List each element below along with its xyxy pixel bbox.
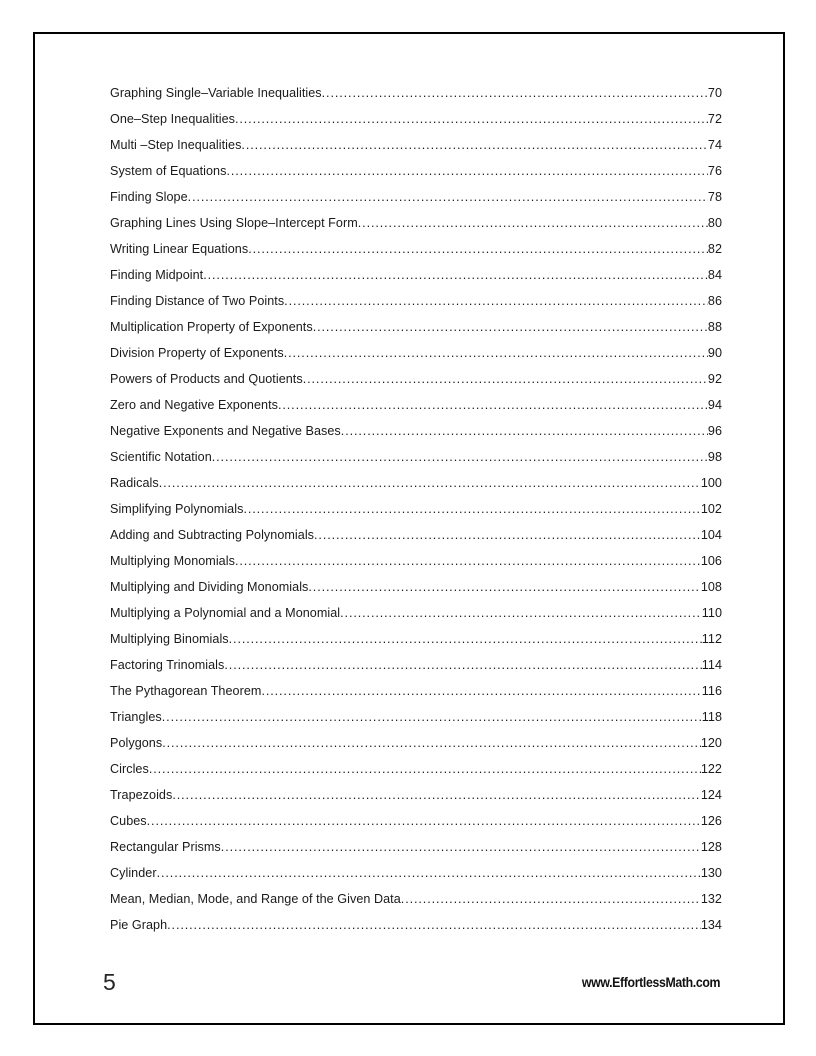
toc-entry-title: Finding Midpoint [110, 268, 204, 282]
toc-entry[interactable] [110, 268, 722, 294]
toc-entry-page-number: 122 [700, 762, 722, 776]
toc-entry-title: Radicals [110, 476, 159, 490]
toc-entry[interactable] [110, 684, 722, 710]
toc-entry-page-number: 124 [700, 788, 722, 802]
page-footer [35, 962, 783, 996]
toc-entry[interactable] [110, 294, 722, 320]
toc-dot-leader [261, 685, 701, 698]
toc-entry-title: Finding Slope [110, 190, 188, 204]
toc-dot-leader [226, 165, 707, 178]
toc-dot-leader [212, 451, 708, 464]
toc-entry[interactable] [110, 216, 722, 242]
toc-entry-title: Simplifying Polynomials [110, 502, 244, 516]
toc-dot-leader [221, 841, 701, 854]
toc-entry-page-number: 76 [707, 164, 722, 178]
toc-dot-leader [162, 711, 702, 724]
toc-dot-leader [149, 763, 701, 776]
toc-entry-title: Polygons [110, 736, 163, 750]
toc-entry[interactable] [110, 632, 722, 658]
toc-entry[interactable] [110, 788, 722, 814]
toc-dot-leader [235, 555, 701, 568]
toc-entry-title: Finding Distance of Two Points [110, 294, 285, 308]
toc-entry[interactable] [110, 424, 722, 450]
toc-entry-title: Multiplying a Polynomial and a Monomial [110, 606, 341, 620]
toc-dot-leader [248, 243, 708, 256]
toc-entry-title: Negative Exponents and Negative Bases [110, 424, 341, 438]
toc-entry-page-number: 80 [707, 216, 722, 230]
toc-dot-leader [314, 529, 701, 542]
toc-entry-title: Graphing Lines Using Slope–Intercept Form [110, 216, 358, 230]
toc-dot-leader [162, 737, 701, 750]
toc-entry-title: Pie Graph [110, 918, 168, 932]
toc-dot-leader [278, 399, 708, 412]
toc-entry[interactable] [110, 450, 722, 476]
toc-entry-title: Scientific Notation [110, 450, 212, 464]
toc-entry-page-number: 128 [700, 840, 722, 854]
toc-entry-title: Mean, Median, Mode, and Range of the Given Data [110, 892, 401, 906]
toc-entry-page-number: 94 [707, 398, 722, 412]
toc-dot-leader [157, 867, 701, 880]
toc-entry-title: Trapezoids [110, 788, 173, 802]
toc-entry-page-number: 110 [701, 606, 722, 620]
document-page [33, 32, 785, 1025]
toc-entry[interactable] [110, 372, 722, 398]
toc-dot-leader [203, 269, 708, 282]
toc-entry-title: Multiplying and Dividing Monomials [110, 580, 309, 594]
toc-entry[interactable] [110, 580, 722, 606]
toc-entry-page-number: 100 [700, 476, 722, 490]
toc-entry[interactable] [110, 398, 722, 424]
toc-entry[interactable] [110, 346, 722, 372]
toc-entry-page-number: 132 [700, 892, 722, 906]
toc-entry-title: Multiplication Property of Exponents [110, 320, 313, 334]
toc-dot-leader [358, 217, 708, 230]
toc-dot-leader [284, 347, 708, 360]
toc-entry-title: Division Property of Exponents [110, 346, 284, 360]
toc-entry-title: Rectangular Prisms [110, 840, 221, 854]
toc-entry-page-number: 78 [707, 190, 722, 204]
toc-entry-page-number: 130 [700, 866, 722, 880]
toc-dot-leader [188, 191, 708, 204]
toc-dot-leader [341, 425, 708, 438]
toc-entry[interactable] [110, 710, 722, 736]
toc-entry[interactable] [110, 476, 722, 502]
toc-entry-page-number: 106 [700, 554, 722, 568]
toc-entry[interactable] [110, 554, 722, 580]
toc-entry[interactable] [110, 502, 722, 528]
toc-entry-title: Zero and Negative Exponents [110, 398, 278, 412]
toc-entry[interactable] [110, 86, 722, 112]
toc-entry-title: Multi –Step Inequalities [110, 138, 242, 152]
toc-entry-title: Factoring Trinomials [110, 658, 225, 672]
toc-dot-leader [303, 373, 708, 386]
toc-dot-leader [401, 893, 701, 906]
toc-dot-leader [284, 295, 708, 308]
toc-entry[interactable] [110, 138, 722, 164]
toc-entry-page-number: 118 [701, 710, 722, 724]
toc-entry[interactable] [110, 762, 722, 788]
toc-entry-page-number: 102 [700, 502, 722, 516]
toc-entry[interactable] [110, 866, 722, 892]
toc-entry[interactable] [110, 736, 722, 762]
toc-dot-leader [167, 919, 701, 932]
website-url: www.EffortlessMath.com [581, 974, 720, 990]
toc-entry-page-number: 72 [707, 112, 722, 126]
toc-entry-page-number: 86 [707, 294, 722, 308]
toc-entry-title: Powers of Products and Quotients [110, 372, 303, 386]
toc-entry[interactable] [110, 242, 722, 268]
toc-entry-title: Cubes [110, 814, 147, 828]
toc-dot-leader [172, 789, 700, 802]
toc-entry-page-number: 90 [707, 346, 722, 360]
toc-entry[interactable] [110, 892, 722, 918]
toc-entry-title: Writing Linear Equations [110, 242, 249, 256]
toc-entry[interactable] [110, 164, 722, 190]
toc-entry-page-number: 108 [700, 580, 722, 594]
toc-entry[interactable] [110, 528, 722, 554]
toc-entry-page-number: 88 [707, 320, 722, 334]
toc-dot-leader [147, 815, 701, 828]
toc-entry-page-number: 74 [707, 138, 722, 152]
table-of-contents [110, 86, 722, 944]
toc-entry-page-number: 70 [707, 86, 722, 100]
toc-entry-title: System of Equations [110, 164, 227, 178]
toc-dot-leader [313, 321, 708, 334]
toc-entry-title: Triangles [110, 710, 162, 724]
toc-dot-leader [322, 87, 708, 100]
toc-entry-title: Circles [110, 762, 149, 776]
toc-entry-page-number: 134 [700, 918, 722, 932]
toc-entry[interactable] [110, 814, 722, 840]
toc-entry[interactable] [110, 320, 722, 346]
toc-entry[interactable] [110, 658, 722, 684]
toc-dot-leader [308, 581, 700, 594]
toc-dot-leader [340, 607, 702, 620]
toc-entry-page-number: 114 [701, 658, 722, 672]
toc-entry[interactable] [110, 606, 722, 632]
toc-entry-title: Adding and Subtracting Polynomials [110, 528, 315, 542]
toc-entry-title: Graphing Single–Variable Inequalities [110, 86, 322, 100]
toc-dot-leader [159, 477, 701, 490]
toc-dot-leader [243, 503, 700, 516]
toc-dot-leader [235, 113, 708, 126]
toc-entry[interactable] [110, 112, 722, 138]
toc-entry[interactable] [110, 840, 722, 866]
toc-entry-page-number: 120 [700, 736, 722, 750]
toc-dot-leader [241, 139, 707, 152]
toc-entry-page-number: 116 [701, 684, 722, 698]
toc-entry-page-number: 84 [707, 268, 722, 282]
toc-dot-leader [229, 633, 702, 646]
toc-entry-title: The Pythagorean Theorem [110, 684, 262, 698]
toc-entry-page-number: 82 [707, 242, 722, 256]
toc-entry[interactable] [110, 190, 722, 216]
toc-entry-page-number: 92 [707, 372, 722, 386]
toc-entry-page-number: 96 [707, 424, 722, 438]
toc-dot-leader [224, 659, 701, 672]
toc-entry-page-number: 126 [700, 814, 722, 828]
toc-entry[interactable] [110, 918, 722, 944]
toc-entry-page-number: 104 [700, 528, 722, 542]
toc-entry-title: Multiplying Monomials [110, 554, 235, 568]
toc-entry-title: Cylinder [110, 866, 157, 880]
toc-entry-page-number: 112 [701, 632, 722, 646]
toc-entry-title: Multiplying Binomials [110, 632, 229, 646]
page-number: 5 [103, 969, 116, 995]
toc-entry-page-number: 98 [707, 450, 722, 464]
toc-entry-title: One–Step Inequalities [110, 112, 235, 126]
